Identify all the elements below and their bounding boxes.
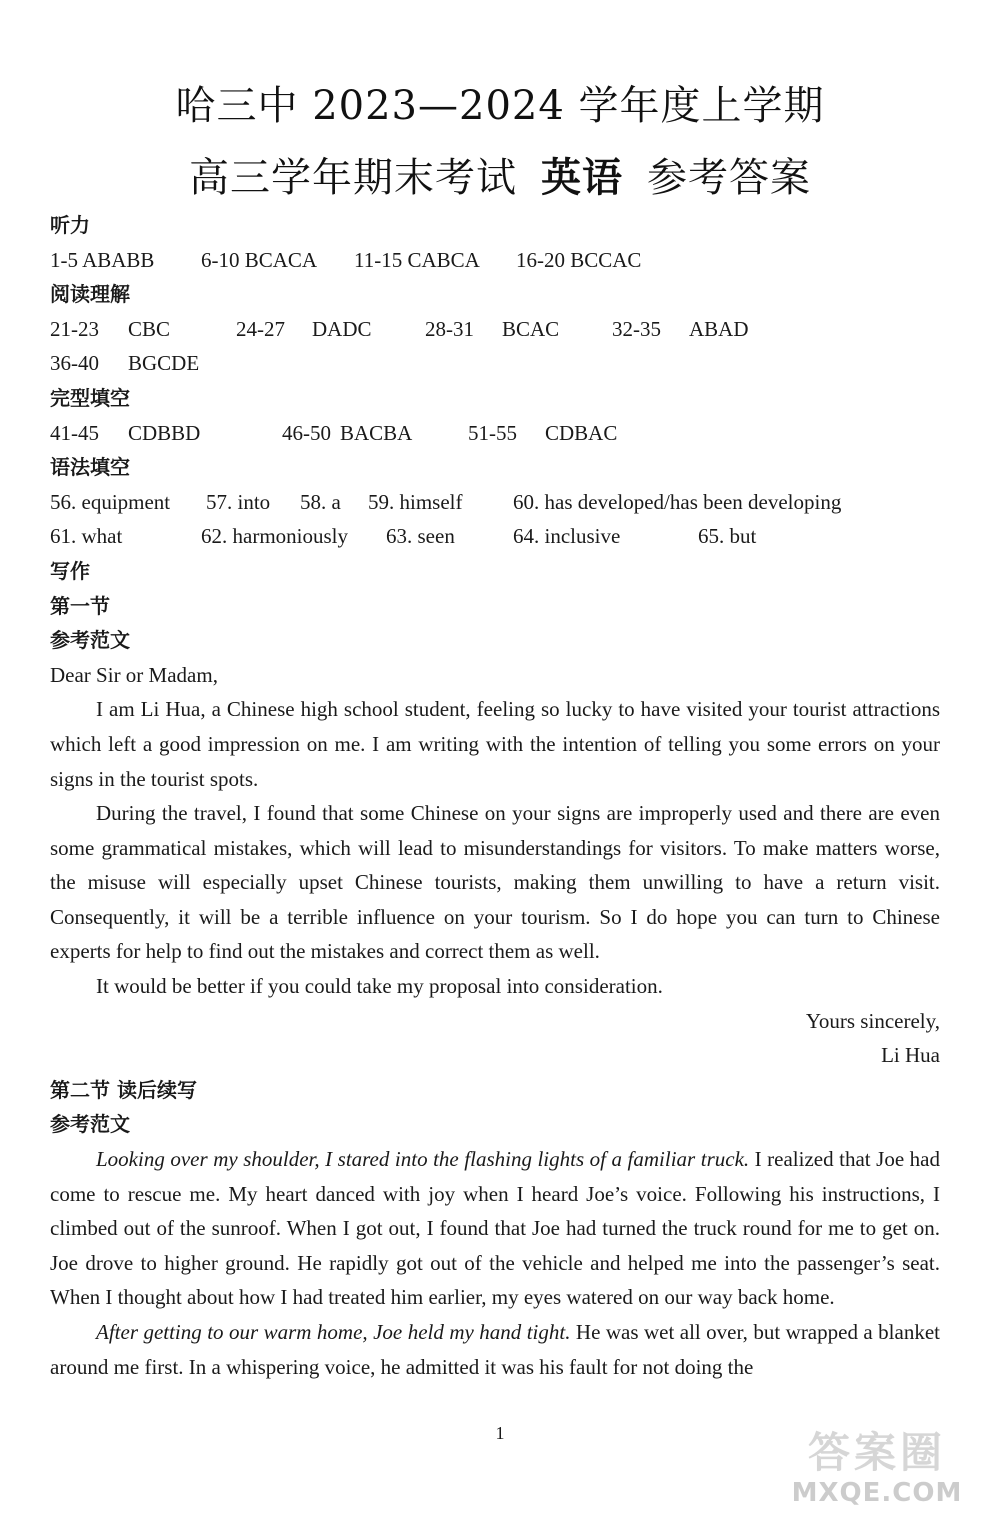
reading-range: 28-31 xyxy=(425,316,474,341)
grammar-answer: 63. seen xyxy=(386,524,455,549)
grammar-answer: 65. but xyxy=(698,524,757,549)
continuation-essay xyxy=(50,1142,940,1384)
section2-heading: 第二节 读后续写 xyxy=(50,1077,197,1102)
grammar-answers-row2 xyxy=(50,519,940,554)
subtitle-subject: 英语 xyxy=(541,154,623,201)
listening-group: 6-10 BCACA xyxy=(201,247,318,272)
cloze-answers xyxy=(50,416,940,451)
grammar-answer: 59. himself xyxy=(368,489,463,514)
reading-answer: BCAC xyxy=(502,316,560,341)
listening-group: 11-15 CABCA xyxy=(354,247,480,272)
grammar-answer: 61. what xyxy=(50,524,123,549)
grammar-answer: 56. equipment xyxy=(50,489,171,514)
cloze-answer: CDBBD xyxy=(128,420,201,445)
section1-sample-heading: 参考范文 xyxy=(50,628,130,653)
letter-salutation: Dear Sir or Madam, xyxy=(50,662,218,687)
reading-heading: 阅读理解 xyxy=(50,282,130,307)
reading-answer: ABAD xyxy=(689,316,749,341)
watermark-text: 答案圈 xyxy=(807,1428,946,1477)
cloze-answer: CDBAC xyxy=(545,420,618,445)
essay-paragraph xyxy=(50,1315,940,1384)
essay-lead-sentence: After getting to our warm home, Joe held my hand tight. xyxy=(96,1320,571,1344)
reading-answers-row1 xyxy=(50,312,940,347)
letter-paragraph: During the travel, I found that some Chinese on your signs are improperly used and there are even some grammatical mistakes, which will lead to misunderstandings for visitors. To make matters worse, the misuse will especially upset Chinese tourists, making them unwilling to have a return visit. Consequently, it will be a terrible influence on your tourism. So I do hope you can turn to Chinese experts for help to find out the mistakes and correct them as well. xyxy=(50,801,940,964)
listening-group: 1-5 ABABB xyxy=(50,247,155,272)
reading-answer: CBC xyxy=(128,316,171,341)
reading-range: 36-40 xyxy=(50,351,99,376)
reading-range: 24-27 xyxy=(236,316,285,341)
cloze-range: 46-50 xyxy=(282,420,331,445)
letter-body xyxy=(50,658,940,1073)
reading-range: 32-35 xyxy=(612,316,661,341)
watermark-logo xyxy=(772,1428,982,1514)
listening-heading: 听力 xyxy=(50,213,90,237)
grammar-answer: 60. has developed/has been developing xyxy=(513,489,842,514)
section2-sample-heading: 参考范文 xyxy=(50,1112,130,1137)
grammar-heading: 语法填空 xyxy=(50,455,130,480)
reading-answers-row2 xyxy=(50,346,940,381)
grammar-answer: 57. into xyxy=(206,489,271,514)
grammar-answer: 58. a xyxy=(300,489,341,514)
essay-text: I realized that Joe had come to rescue me. My heart danced with joy when I heard Joe’s voice. Following his instructions, I climbed out of the sunroof. When I got out, I found that Joe had turned the truck round for me to get on. Joe drove to higher ground. He rapidly got out of the vehicle and helped me into the passenger’s seat. When I thought about how I had treated him earlier, my eyes watered on our way back home. xyxy=(50,1147,940,1310)
letter-paragraph: It would be better if you could take my proposal into consideration. xyxy=(96,974,663,999)
listening-group: 16-20 BCCAC xyxy=(516,247,642,272)
letter-closing: Yours sincerely, xyxy=(805,1008,940,1033)
page-subtitle xyxy=(0,154,1000,202)
essay-text: He was wet all over, but wrapped a blanket around me first. In a whispering voice, he admitted it was his fault for not doing the xyxy=(50,1320,940,1379)
watermark-url: MXQE.COM xyxy=(791,1478,963,1508)
page-title: 哈三中 2023—2024 学年度上学期 xyxy=(175,83,825,129)
subtitle-suffix: 参考答案 xyxy=(647,155,811,201)
cloze-range: 51-55 xyxy=(468,420,517,445)
cloze-range: 41-45 xyxy=(50,420,99,445)
grammar-answers-row1 xyxy=(50,485,940,520)
letter-signature: Li Hua xyxy=(881,1043,940,1068)
answer-content xyxy=(50,208,940,1384)
cloze-heading: 完型填空 xyxy=(50,385,130,410)
essay-lead-sentence: Looking over my shoulder, I stared into the flashing lights of a familiar truck. xyxy=(96,1147,750,1172)
writing-heading: 写作 xyxy=(50,558,90,583)
cloze-answer: BACBA xyxy=(340,420,413,445)
subtitle-prefix: 高三学年期末考试 xyxy=(189,155,517,201)
letter-paragraph: I am Li Hua, a Chinese high school student, feeling so lucky to have visited your tourist attractions which left a good impression on me. I am writing with the intention of telling you some errors on your signs in the tourist spots. xyxy=(50,697,940,791)
page-number: 1 xyxy=(495,1423,505,1443)
essay-paragraph xyxy=(50,1142,940,1315)
section1-heading: 第一节 xyxy=(50,593,110,618)
grammar-answer: 62. harmoniously xyxy=(201,524,348,549)
listening-answers xyxy=(50,243,940,278)
reading-answer: DADC xyxy=(312,316,372,341)
grammar-answer: 64. inclusive xyxy=(513,524,621,549)
reading-answer: BGCDE xyxy=(128,351,200,376)
reading-range: 21-23 xyxy=(50,316,99,341)
